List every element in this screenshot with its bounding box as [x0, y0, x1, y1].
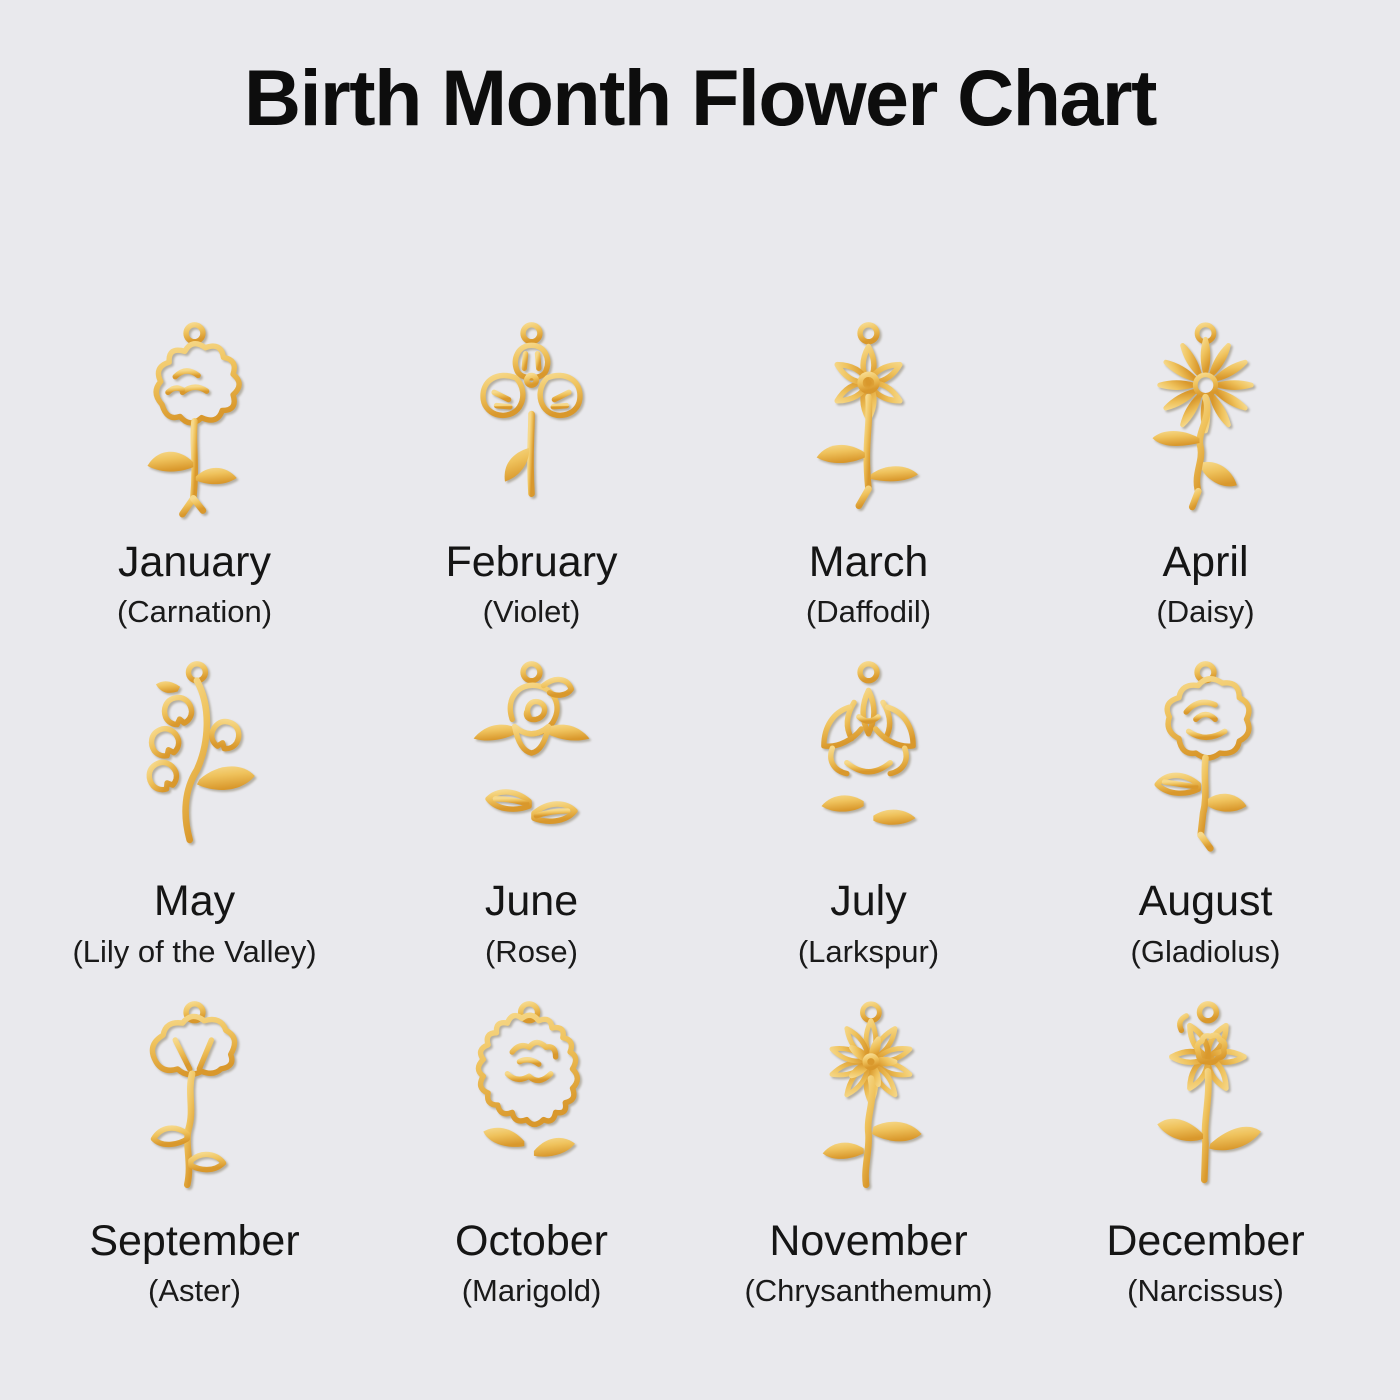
gladiolus-icon — [1133, 659, 1278, 864]
flower-name-label: (Larkspur) — [797, 933, 940, 969]
month-cell-september — [26, 999, 363, 1308]
month-label: January — [118, 538, 271, 586]
flower-name-label: (Lily of the Valley) — [72, 933, 317, 969]
month-label: August — [1138, 877, 1273, 926]
month-cell-april — [1037, 320, 1374, 629]
flower-name-label: (Violet) — [482, 594, 581, 630]
flower-name-label: (Marigold) — [461, 1273, 602, 1309]
month-label: July — [830, 877, 907, 926]
rose-icon — [459, 659, 604, 864]
lily-of-the-valley-icon — [122, 659, 267, 864]
page-title: Birth Month Flower Chart — [244, 53, 1156, 142]
month-label: March — [808, 538, 929, 586]
larkspur-icon — [796, 659, 941, 864]
flower-name-label: (Daisy) — [1156, 594, 1255, 630]
aster-icon — [122, 999, 267, 1204]
carnation-icon — [122, 320, 267, 525]
month-label: May — [153, 877, 236, 926]
month-label: June — [484, 877, 579, 926]
month-cell-august — [1037, 659, 1374, 968]
flower-name-label: (Daffodil) — [805, 594, 932, 630]
month-cell-december — [1037, 999, 1374, 1308]
month-cell-march — [700, 320, 1037, 629]
month-label: February — [445, 538, 618, 586]
flower-name-label: (Aster) — [148, 1273, 241, 1309]
month-label: November — [769, 1216, 968, 1265]
narcissus-icon — [1133, 999, 1278, 1204]
month-cell-july — [700, 659, 1037, 968]
month-cell-november — [700, 999, 1037, 1308]
flower-grid — [26, 320, 1374, 1308]
month-label: April — [1162, 538, 1249, 586]
daffodil-icon — [796, 320, 941, 525]
flower-name-label: (Rose) — [484, 933, 578, 969]
marigold-icon — [459, 999, 604, 1204]
month-label: October — [455, 1216, 608, 1265]
flower-name-label: (Carnation) — [116, 594, 273, 630]
month-label: December — [1106, 1216, 1305, 1265]
month-cell-may — [26, 659, 363, 968]
month-cell-june — [363, 659, 700, 968]
month-cell-february — [363, 320, 700, 629]
daisy-icon — [1133, 320, 1278, 525]
violet-icon — [459, 320, 604, 525]
month-cell-october — [363, 999, 700, 1308]
flower-name-label: (Narcissus) — [1127, 1273, 1284, 1309]
month-label: September — [89, 1216, 300, 1265]
flower-name-label: (Chrysanthemum) — [744, 1273, 993, 1309]
month-cell-january — [26, 320, 363, 629]
chrysanthemum-icon — [796, 999, 941, 1204]
flower-name-label: (Gladiolus) — [1130, 933, 1281, 969]
